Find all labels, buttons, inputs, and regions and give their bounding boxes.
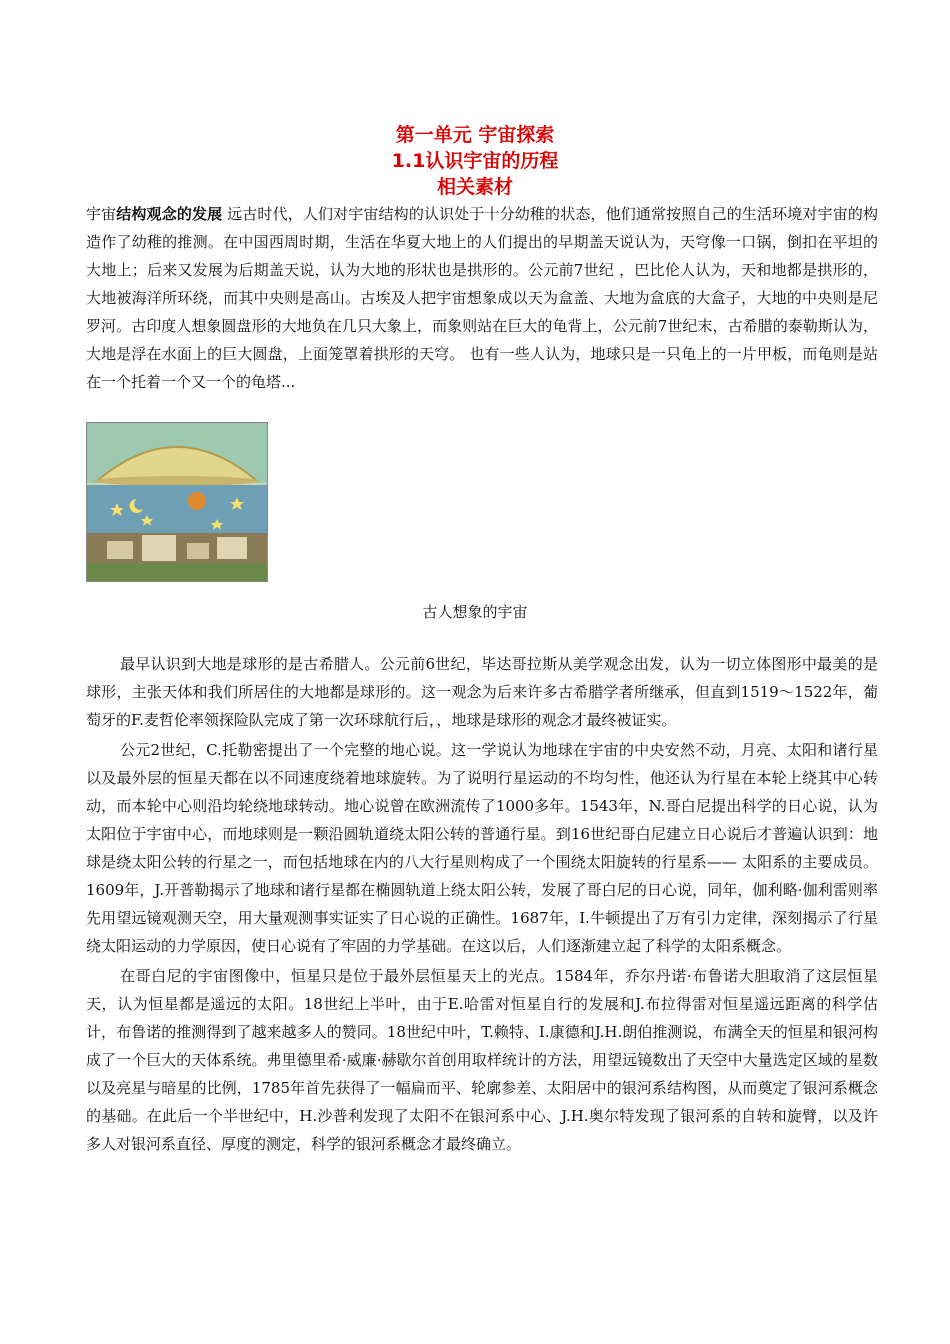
title-block — [0, 122, 950, 200]
intro-prefix: 宇宙 — [86, 205, 117, 223]
ancient-universe-illustration — [86, 422, 268, 582]
paragraph-galaxy: 在哥白尼的宇宙图像中，恒星只是位于最外层恒星天上的光点。1584年，乔尔丹诺·布鲁诺大胆取消了这层恒星天，认为恒星都是遥远的太阳。18世纪上半叶，由于E.哈雷对恒星自行的发展和J.布拉得雷对恒星遥远距离的科学估计，布鲁诺的推测得到了越来越多人的赞同。18世纪中叶，T.赖特、I.康德和J.H.朗伯推测说，布满全天的恒星和银河构成了一个巨大的天体系统。弗里德里希·威廉·赫歇尔首创用取样统计的方法，用望远镜数出了天空中大量选定区域的星数以及亮星与暗星的比例，1785年首先获得了一幅扁而平、轮廓参差、太阳居中的银河系结构图，从而奠定了银河系概念的基础。在此后一个半世纪中，H.沙普利发现了太阳不在银河系中心、J.H.奥尔特发现了银河系的自转和旋臂，以及许多人对银河系直径、厚度的测定，科学的银河系概念才最终确立。 — [86, 967, 878, 1153]
intro-paragraph — [86, 200, 878, 396]
figure-caption: 古人想象的宇宙 — [422, 603, 528, 621]
intro-text: 远古时代，人们对宇宙结构的认识处于十分幼稚的状态，他们通常按照自己的生活环境对宇宙的构造作了幼稚的推测。在中国西周时期，生活在华夏大地上的人们提出的早期盖天说认为，天穹像一口锅，倒扣在平坦的大地上；后来又发展为后期盖天说，认为大地的形状也是拱形的。公元前7世纪 ，巴比伦人认为，天和地都是拱形的，大地被海洋所环绕，而其中央则是高山。古埃及人把宇宙想象成以天为盒盖、大地为盒底的大盒子，大地的中央则是尼罗河。古印度人想象圆盘形的大地负在几只大象上，而象则站在巨大的龟背上，公元前7世纪末，古希腊的泰勒斯认为，大地是浮在水面上的巨大圆盘，上面笼罩着拱形的天穹。 也有一些人认为，地球只是一只龟上的一片甲板，而龟则是站在一个托着一个又一个的龟塔... — [86, 205, 878, 391]
unit-title: 第一单元 宇宙探索 — [395, 124, 555, 146]
intro-heading: 结构观念的发展 — [116, 205, 223, 223]
sub-title: 相关素材 — [436, 176, 513, 198]
intro-section — [86, 200, 878, 396]
lesson-title: 1.1认识宇宙的历程 — [391, 150, 559, 172]
main-section — [86, 650, 878, 1160]
illustration-drawing — [87, 423, 267, 581]
paragraph-spherical-earth: 最早认识到大地是球形的是古希腊人。公元前6世纪，毕达哥拉斯从美学观念出发，认为一切立体图形中最美的是球形，主张天体和我们所居住的大地都是球形的。这一观念为后来许多古希腊学者所继承，但直到1519～1522年，葡萄牙的F.麦哲伦率领探险队完成了第一次环球航行后，，地球是球形的观念才最终被证实。 — [86, 655, 878, 729]
paragraph-solar-system: 公元2世纪，C.托勒密提出了一个完整的地心说。这一学说认为地球在宇宙的中央安然不动，月亮、太阳和诸行星以及最外层的恒星天都在以不同速度绕着地球旋转。为了说明行星运动的不均匀性，他还认为行星在本轮上绕其中心转动，而本轮中心则沿均轮绕地球转动。地心说曾在欧洲流传了1000多年。1543年，N.哥白尼提出科学的日心说，认为太阳位于宇宙中心，而地球则是一颗沿圆轨道绕太阳公转的普通行星。到16世纪哥白尼建立日心说后才普遍认识到：地球是绕太阳公转的行星之一，而包括地球在内的八大行星则构成了一个围绕太阳旋转的行星系—— 太阳系的主要成员。1609年，J.开普勒揭示了地球和诸行星都在椭圆轨道上绕太阳公转，发展了哥白尼的日心说，同年，伽利略·伽利雷则率先用望远镜观测天空，用大量观测事实证实了日心说的正确性。1687年，I.牛顿提出了万有引力定律，深刻揭示了行星绕太阳运动的力学原因，使日心说有了牢固的力学基础。在这以后，人们逐渐建立起了科学的太阳系概念。 — [86, 741, 878, 955]
